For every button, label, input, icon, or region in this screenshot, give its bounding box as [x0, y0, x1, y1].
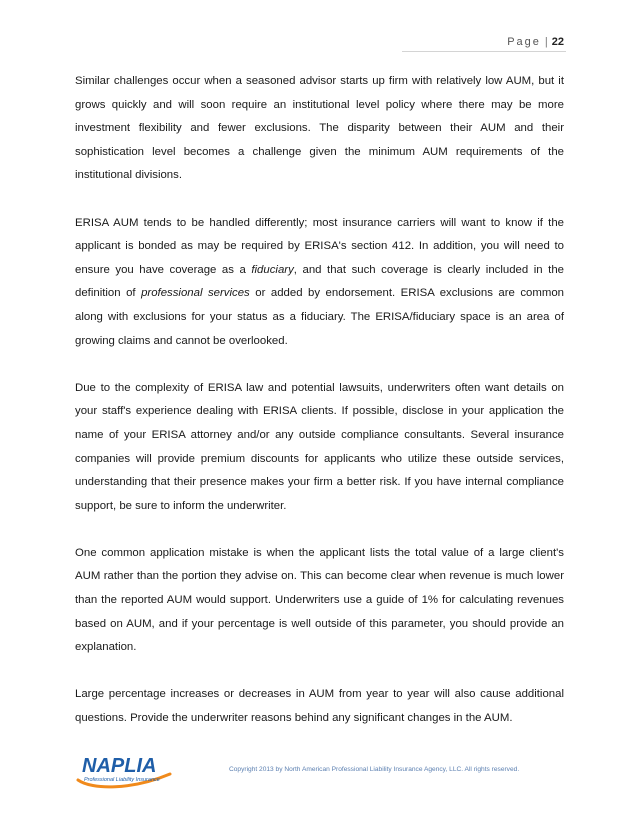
emphasized-term: professional services — [141, 287, 250, 300]
body-paragraph: Similar challenges occur when a seasoned advisor starts up firm with relatively low AUM, but it grows quickly and will soon require an institutional level policy where there may be more investment flexibility and fewer exclusions. The disparity between their AUM and their sophistication level becomes a challenge given the minimum AUM requirements of the institutional divisions. — [75, 75, 564, 182]
copyright-footer: Copyright 2013 by North American Professional Liability Insurance Agency, LLC. All rights reserved. — [229, 766, 520, 773]
page-separator: | — [544, 36, 548, 48]
body-paragraph: One common application mistake is when the applicant lists the total value of a large client's AUM rather than the portion they advise on. This can become clear when revenue is much lower than the reported AUM would support. Underwriters use a guide of 1% for calculating revenues based on AUM, and if your percentage is well outside of this parameter, you should provide an explanation. — [75, 546, 564, 654]
body-paragraph: Large percentage increases or decreases in AUM from year to year will also cause additional questions. Provide the underwriter reasons behind any significant changes in the AUM. — [75, 688, 564, 725]
logo-tagline: Professional Liability Insurance — [84, 777, 160, 783]
body-paragraph: Due to the complexity of ERISA law and potential lawsuits, underwriters often want details on your staff's experience dealing with ERISA clients. If possible, disclose in your application the name of your ERISA attorney and/or any outside compliance consultants. Several insurance companies will provide premium discounts for applicants who utilize these outside services, understanding that their presence makes your firm a better risk. If you have internal compliance support, be sure to inform the underwriter. — [75, 381, 564, 512]
page-header — [507, 36, 564, 48]
document-body — [75, 70, 564, 754]
logo-wordmark: NAPLIA — [82, 755, 157, 777]
page-number: 22 — [551, 36, 564, 48]
body-paragraph: ERISA AUM tends to be handled differently; most insurance carriers will want to know if the applicant is bonded as may be required by ERISA's section 412. In addition, you will need to ensure you have coverage as a fiduciary, and that such coverage is clearly included in the definition of professional services or added by endorsement. ERISA exclusions are common along with exclusions for your status as a fiduciary. The ERISA/fiduciary space is an area of growing claims and cannot be overlooked. — [75, 216, 565, 347]
napla-logo — [72, 750, 176, 792]
emphasized-term: fiduciary — [251, 263, 294, 276]
header-rule — [402, 51, 566, 52]
page-label: Page — [507, 36, 541, 48]
